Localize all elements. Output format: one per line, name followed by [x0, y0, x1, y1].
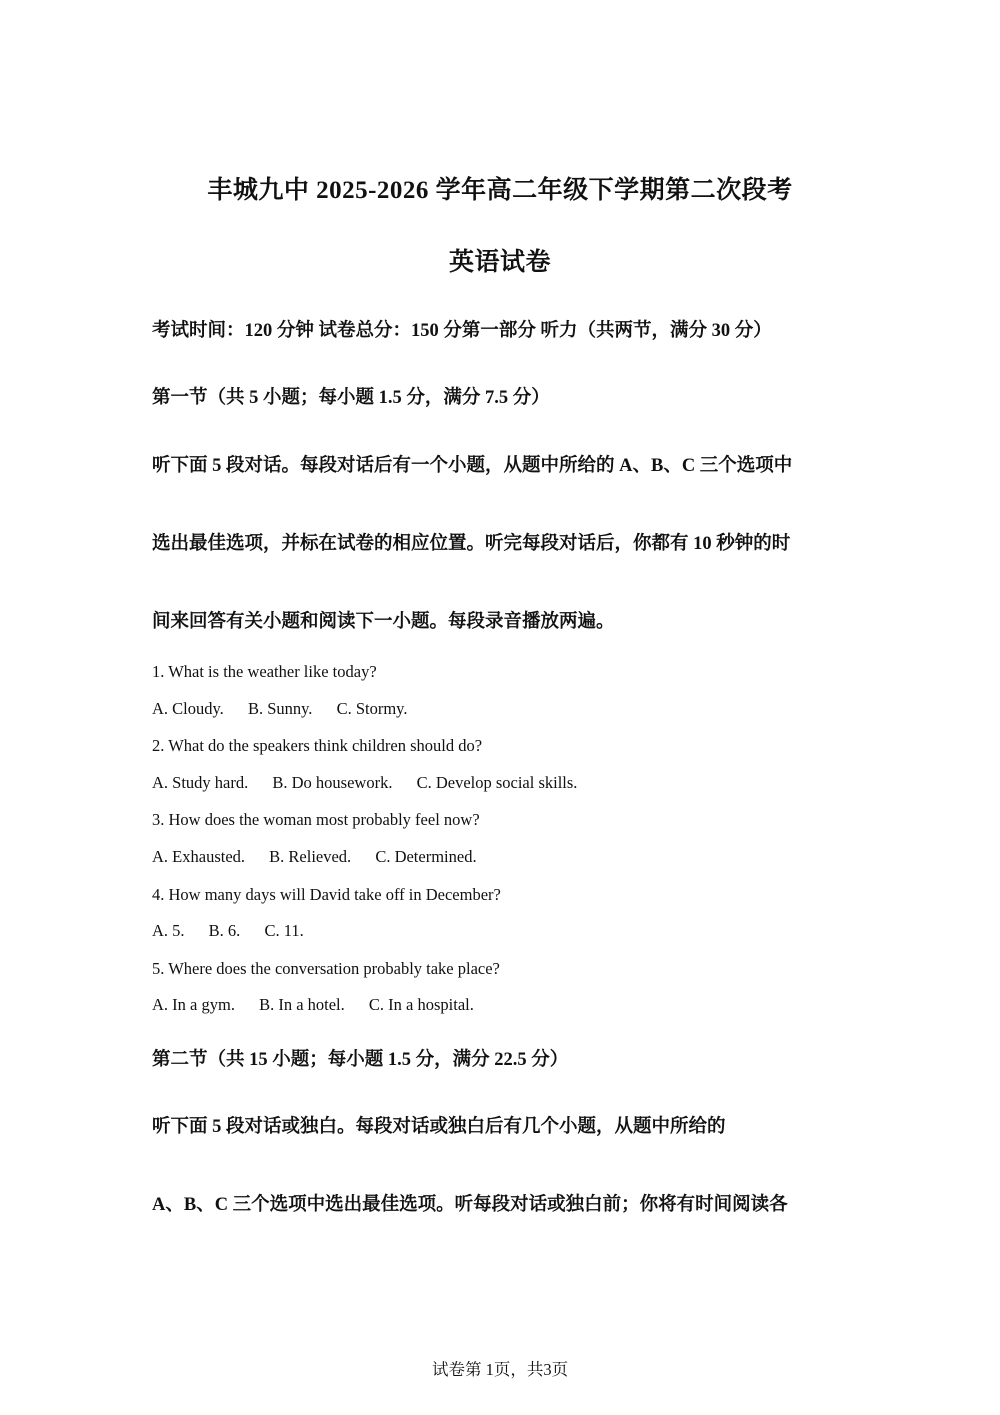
option-b: B. In a hotel. [259, 995, 345, 1014]
exam-info: 考试时间：120 分钟 试卷总分：150 分第一部分 听力（共两节，满分 30 分） [152, 321, 772, 341]
option-a: A. Study hard. [152, 773, 249, 792]
option-b: B. 6. [208, 921, 241, 940]
question-3-options [152, 847, 497, 867]
exam-title: 丰城九中 2025-2026 学年高二年级下学期第二次段考 [207, 177, 793, 204]
section2-instruction-line: 听下面 5 段对话或独白。每段对话或独白后有几个小题，从题中所给的 [152, 1117, 726, 1137]
page-footer: 试卷第 1页，共3页 [431, 1360, 569, 1379]
option-a: A. In a gym. [152, 995, 235, 1014]
question-4-options [152, 921, 324, 941]
option-c: C. In a hospital. [368, 995, 474, 1014]
question-3: 3. How does the woman most probably feel now? [152, 810, 480, 829]
section2-heading: 第二节（共 15 小题；每小题 1.5 分，满分 22.5 分） [152, 1050, 569, 1070]
option-a: A. Cloudy. [152, 699, 224, 718]
option-c: C. Stormy. [336, 699, 408, 718]
section1-instruction-line: 选出最佳选项，并标在试卷的相应位置。听完每段对话后，你都有 10 秒钟的时 [152, 534, 791, 554]
question-4: 4. How many days will David take off in December? [152, 885, 501, 904]
option-c: C. Determined. [375, 847, 477, 866]
question-2: 2. What do the speakers think children should do? [152, 736, 483, 755]
question-5: 5. Where does the conversation probably take place? [152, 959, 500, 978]
option-c: C. Develop social skills. [416, 773, 578, 792]
question-5-options [152, 995, 494, 1015]
question-2-options [152, 773, 597, 793]
section2-instruction-line: A、B、C 三个选项中选出最佳选项。听每段对话或独白前；你将有时间阅读各 [152, 1195, 788, 1215]
exam-subtitle: 英语试卷 [448, 249, 551, 276]
section1-instruction-line: 间来回答有关小题和阅读下一小题。每段录音播放两遍。 [152, 612, 615, 632]
option-b: B. Sunny. [247, 699, 313, 718]
option-a: A. Exhausted. [152, 847, 246, 866]
question-1: 1. What is the weather like today? [152, 662, 377, 681]
option-b: B. Do housework. [272, 773, 393, 792]
section1-instruction-line: 听下面 5 段对话。每段对话后有一个小题，从题中所给的 A、B、C 三个选项中 [152, 456, 793, 476]
option-b: B. Relieved. [269, 847, 352, 866]
section1-heading: 第一节（共 5 小题；每小题 1.5 分，满分 7.5 分） [152, 388, 550, 408]
option-c: C. 11. [264, 921, 304, 940]
question-1-options [152, 699, 427, 719]
option-a: A. 5. [152, 921, 185, 940]
